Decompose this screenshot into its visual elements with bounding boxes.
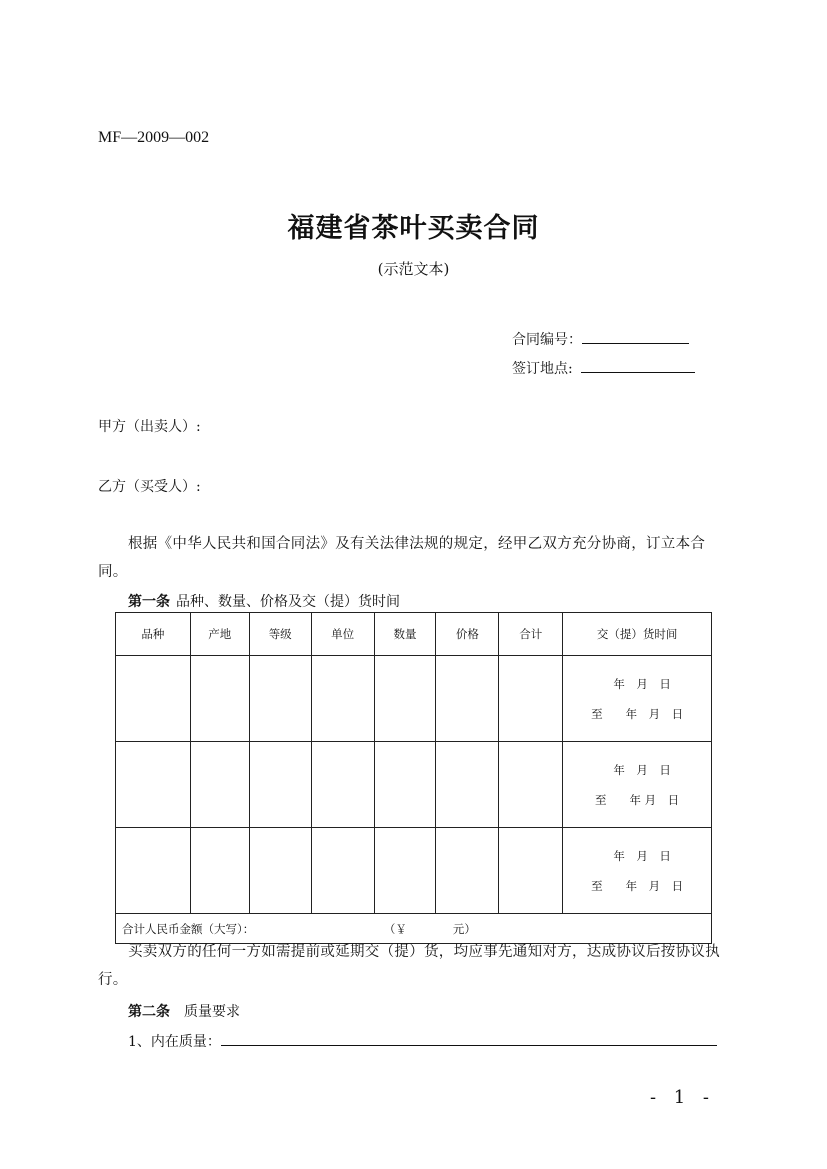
sign-place-blank	[581, 360, 695, 373]
table-row	[116, 656, 712, 742]
document-code: MF—2009—002	[98, 129, 210, 146]
article-2-heading	[128, 1001, 240, 1021]
party-a-label: 甲方（出卖人）:	[98, 419, 201, 435]
delivery-date-cell	[563, 742, 712, 828]
table-cell	[116, 828, 191, 914]
table-cell	[311, 742, 374, 828]
document-title: 福建省茶叶买卖合同	[287, 213, 540, 244]
table-header-cell: 数量	[374, 613, 436, 656]
table-cell	[374, 656, 436, 742]
table-cell	[190, 742, 249, 828]
table-cell	[249, 656, 311, 742]
table-row	[116, 742, 712, 828]
table-cell	[116, 656, 191, 742]
quality-item-1-label: 1、内在质量：	[128, 1034, 221, 1050]
table-cell	[436, 742, 499, 828]
table-cell	[311, 656, 374, 742]
article-1-heading	[128, 591, 400, 611]
table-cell	[249, 828, 311, 914]
date-to: 至 年 月 日	[591, 878, 684, 893]
table-header-cell: 品种	[116, 613, 191, 656]
table-header-cell: 单位	[311, 613, 374, 656]
intro-paragraph: 根据《中华人民共和国合同法》及有关法律法规的规定，经甲乙双方充分协商，订立本合同。	[98, 536, 706, 580]
article-2-number: 第二条	[128, 1004, 170, 1020]
table-header-cell: 价格	[436, 613, 499, 656]
document-subtitle: (示范文本)	[377, 260, 450, 278]
party-b-label: 乙方（买受人）:	[98, 479, 201, 495]
table-cell	[190, 828, 249, 914]
date-from: 年 月 日	[613, 676, 671, 691]
table-row	[116, 828, 712, 914]
table-header-cell: 合计	[499, 613, 563, 656]
table-cell	[311, 828, 374, 914]
article-2-title: 质量要求	[184, 1004, 240, 1020]
sign-place-label: 签订地点:	[512, 361, 573, 377]
table-cell	[436, 828, 499, 914]
delivery-date-cell	[563, 656, 712, 742]
goods-table	[115, 612, 712, 944]
date-from: 年 月 日	[613, 762, 671, 777]
contract-number-blank	[582, 331, 689, 344]
table-cell	[499, 656, 563, 742]
sign-place-field	[512, 358, 695, 378]
table-header-cell: 产地	[190, 613, 249, 656]
delivery-note-paragraph: 买卖双方的任何一方如需提前或延期交（提）货，均应事先通知对方，达成协议后按协议执行。	[98, 944, 720, 988]
total-amount-label: 合计人民币金额（大写）：	[122, 921, 255, 936]
contract-number-label: 合同编号：	[512, 332, 582, 348]
table-cell	[374, 828, 436, 914]
date-from: 年 月 日	[613, 848, 671, 863]
table-cell	[190, 656, 249, 742]
contract-number-field	[512, 329, 689, 349]
table-cell	[374, 742, 436, 828]
table-cell	[116, 742, 191, 828]
table-cell	[499, 828, 563, 914]
article-1-title: 品种、数量、价格及交（提）货时间	[176, 594, 400, 610]
quality-item-1-blank	[221, 1033, 717, 1046]
quality-item-1-field	[128, 1031, 717, 1051]
date-to: 至 年 月 日	[591, 706, 684, 721]
page-number: - 1 -	[649, 1087, 715, 1108]
total-amount-value: （￥ 元）	[383, 921, 476, 936]
article-1-number: 第一条	[128, 594, 170, 610]
table-cell	[499, 742, 563, 828]
table-header-cell: 交（提）货时间	[563, 613, 712, 656]
date-to: 至 年 月 日	[595, 792, 680, 807]
delivery-date-cell	[563, 828, 712, 914]
table-header-cell: 等级	[249, 613, 311, 656]
table-cell	[436, 656, 499, 742]
table-header-row	[116, 613, 712, 656]
table-cell	[249, 742, 311, 828]
